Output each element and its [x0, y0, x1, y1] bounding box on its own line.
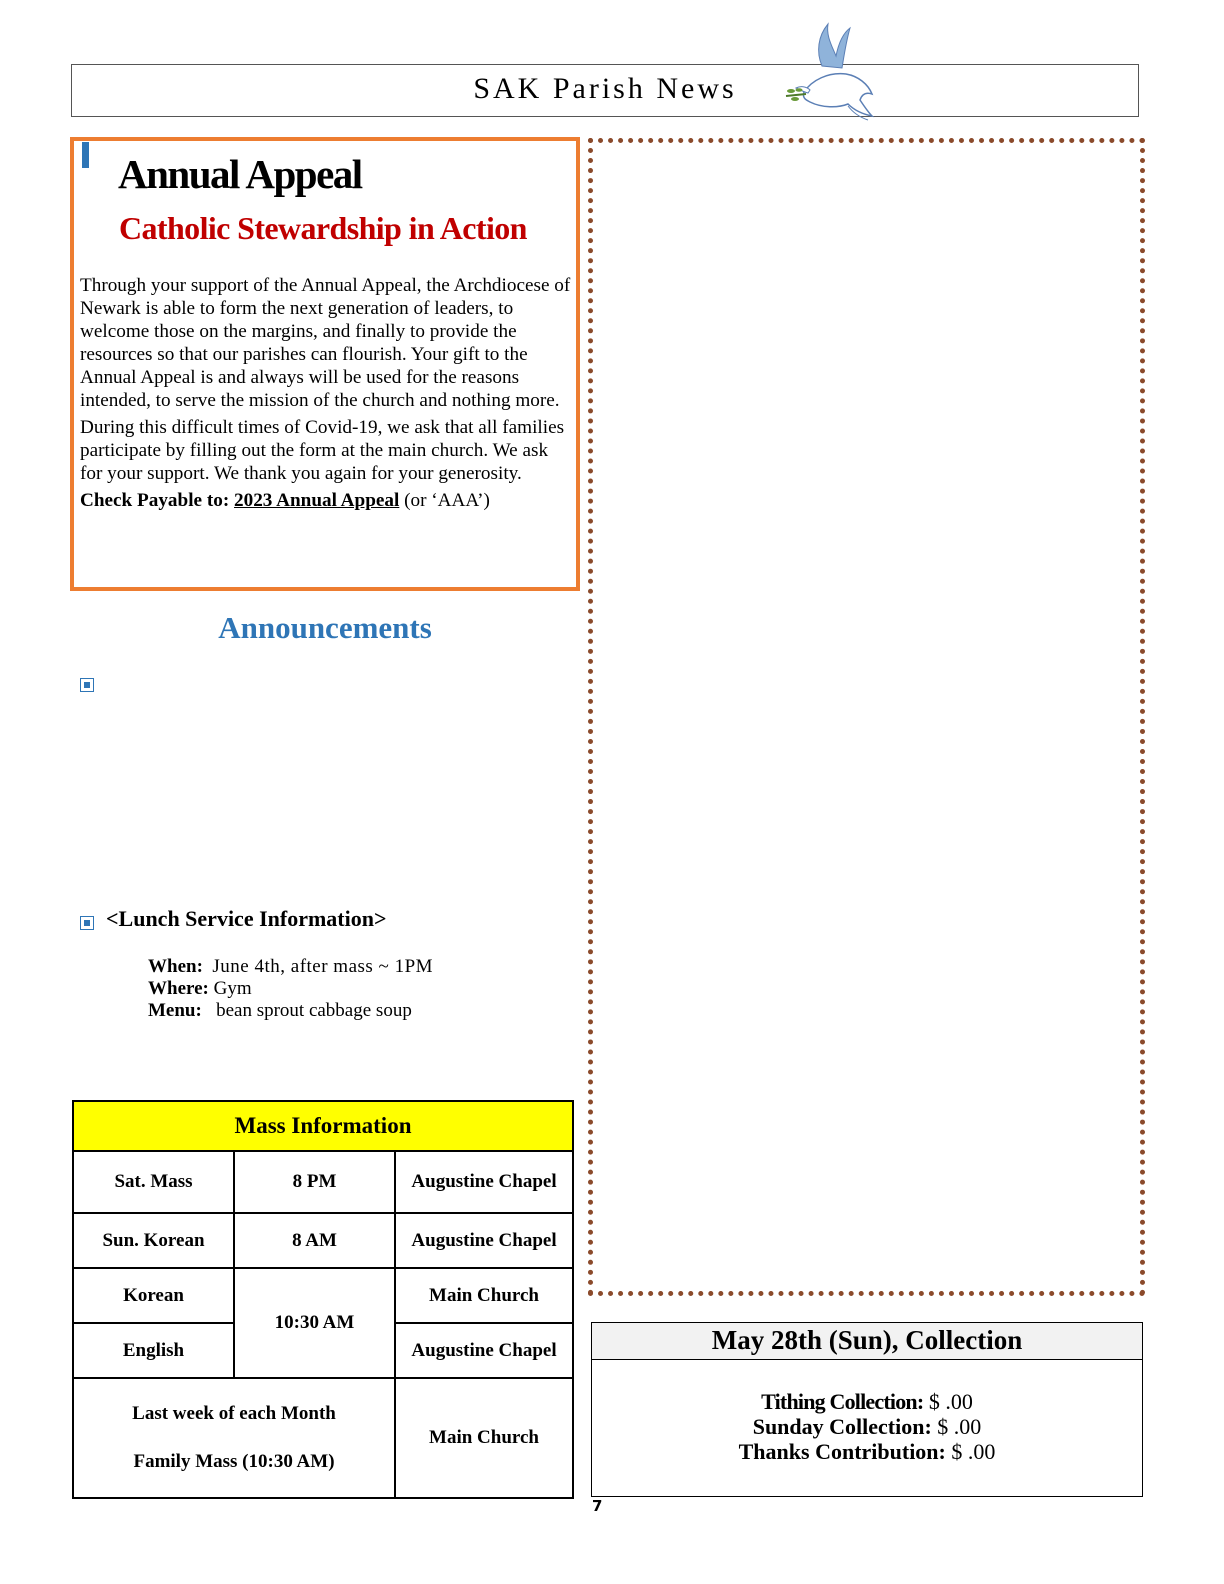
dotted-content-frame [588, 138, 1145, 1296]
table-row [73, 1151, 573, 1213]
sunday-label: Sunday Collection: [752, 1414, 932, 1439]
appeal-subtitle: Catholic Stewardship in Action [119, 210, 527, 246]
thanks-label: Thanks Contribution: [738, 1439, 946, 1464]
table-row [73, 1213, 573, 1268]
newsletter-title: SAK Parish News [473, 72, 737, 105]
menu-label: Menu: [148, 1000, 202, 1021]
menu-value: bean sprout cabbage soup [216, 1000, 412, 1021]
mass-time: 10:30 AM [234, 1268, 395, 1378]
appeal-body [80, 274, 572, 512]
when-value: June 4th, after mass ~ 1PM [212, 956, 434, 977]
appeal-paragraph: During this difficult times of Covid-19, we ask that all families participate by filling out the form at the main church. We ask for your support. We thank you again for your generosity. [80, 417, 565, 484]
lunch-heading: <Lunch Service Information> [106, 906, 387, 931]
mass-table-title: Mass Information [73, 1101, 573, 1151]
page-number: 7 [592, 1497, 603, 1515]
bullet-icon [80, 916, 94, 930]
mass-information-table [72, 1100, 574, 1499]
family-mass-line: Last week of each Month [132, 1403, 336, 1424]
mass-label: Korean [73, 1268, 234, 1323]
section-marker [82, 142, 89, 168]
check-payee: 2023 Annual Appeal [234, 490, 400, 511]
dove-icon [782, 22, 878, 122]
tithing-value: $ .00 [928, 1389, 973, 1414]
sunday-value: $ .00 [937, 1414, 982, 1439]
when-label: When: [148, 956, 203, 977]
check-payable-line [80, 489, 572, 512]
collection-box [591, 1322, 1143, 1497]
family-mass-cell [73, 1378, 395, 1498]
table-row [73, 1378, 573, 1498]
announcements-title: Announcements [218, 610, 432, 645]
mass-place: Augustine Chapel [395, 1151, 573, 1213]
mass-place: Main Church [395, 1268, 573, 1323]
appeal-title: Annual Appeal [118, 151, 362, 197]
table-row [73, 1268, 573, 1323]
bullet-icon [80, 678, 94, 692]
mass-time: 8 PM [234, 1151, 395, 1213]
lunch-details [148, 956, 433, 1022]
mass-place: Main Church [395, 1378, 573, 1498]
mass-place: Augustine Chapel [395, 1323, 573, 1378]
mass-label: Sat. Mass [73, 1151, 234, 1213]
appeal-paragraph: Through your support of the Annual Appeal, the Archdiocese of Newark is able to form the next generation of leaders, to welcome those on the margins, and finally to provide the resources so that our parishes can flourish. Your gift to the Annual Appeal is and always will be used for the reasons intended, to serve the mission of the church and nothing more. [80, 275, 571, 411]
thanks-value: $ .00 [951, 1439, 996, 1464]
check-note: (or ‘AAA’) [404, 490, 490, 511]
mass-label: English [73, 1323, 234, 1378]
table-row [73, 1101, 573, 1151]
check-label: Check Payable to: [80, 490, 230, 511]
collection-lines [592, 1389, 1142, 1464]
family-mass-line: Family Mass (10:30 AM) [133, 1451, 335, 1472]
where-value: Gym [213, 978, 252, 999]
mass-place: Augustine Chapel [395, 1213, 573, 1268]
mass-label: Sun. Korean [73, 1213, 234, 1268]
tithing-label: Tithing Collection: [761, 1389, 924, 1414]
mass-time: 8 AM [234, 1213, 395, 1268]
collection-heading: May 28th (Sun), Collection [592, 1323, 1142, 1360]
where-label: Where: [148, 978, 209, 999]
